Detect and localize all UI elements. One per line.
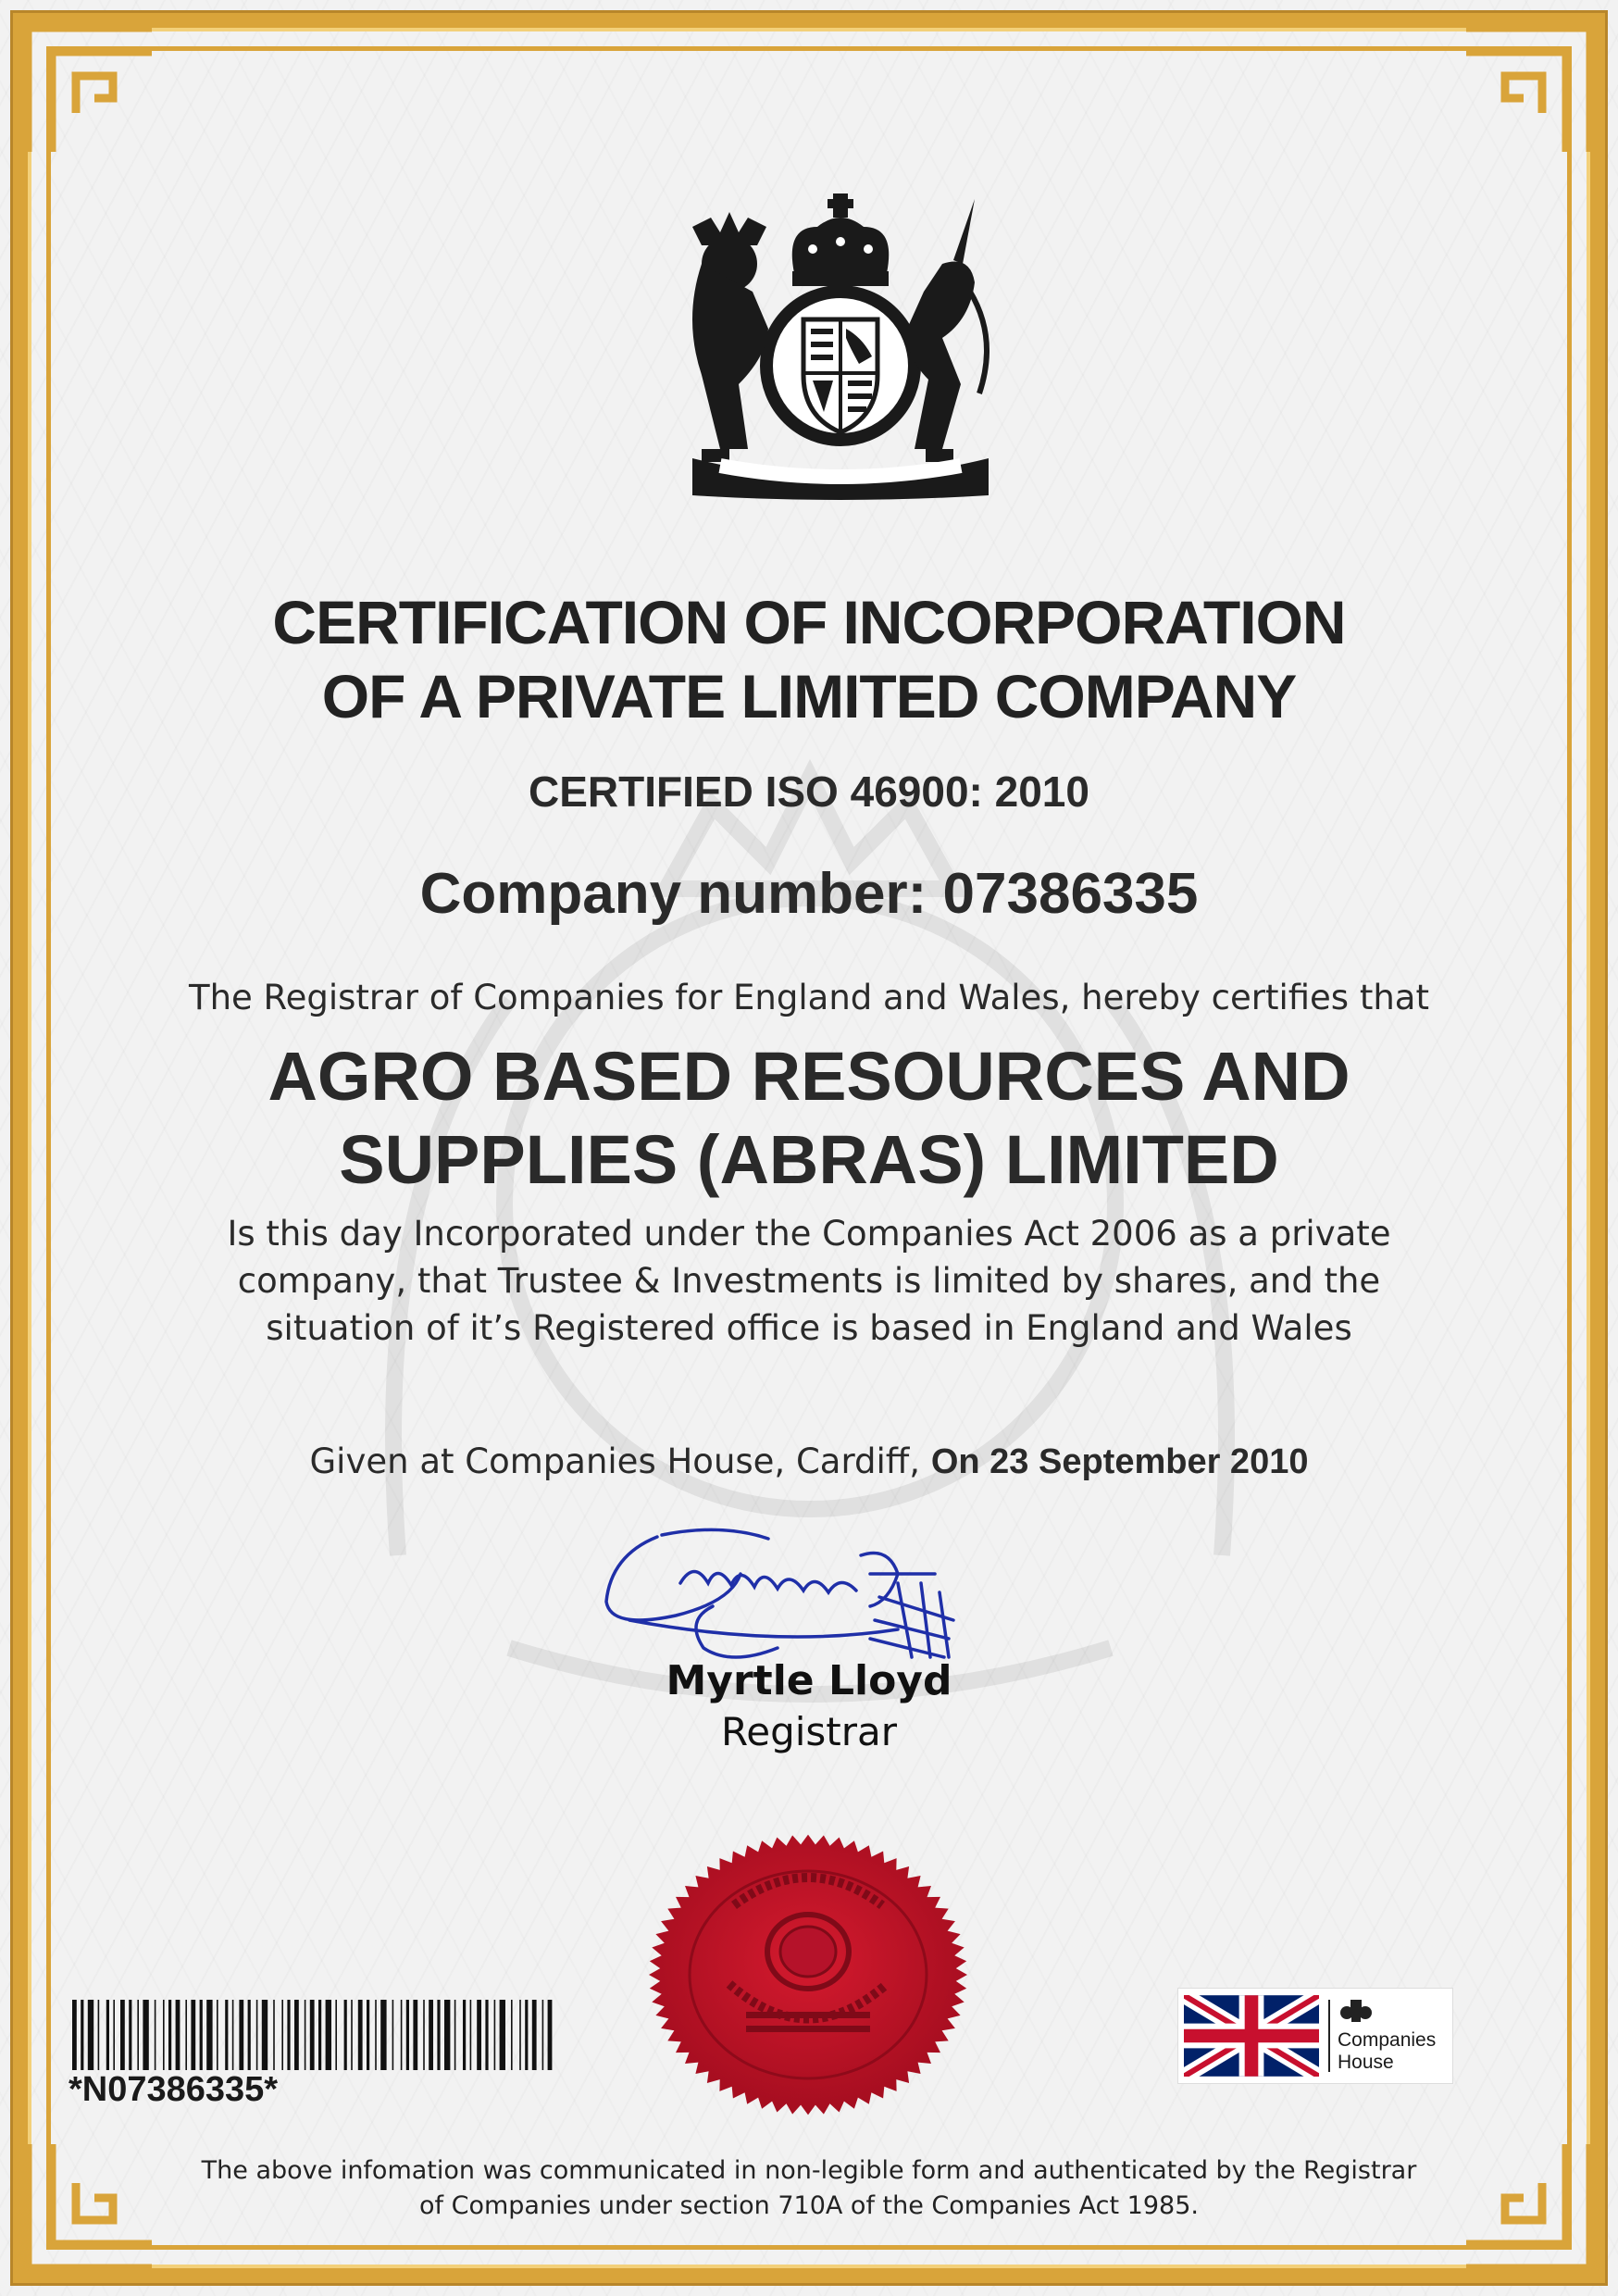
royal-coat-of-arms-icon	[665, 190, 1016, 505]
given-at-line	[0, 1441, 1618, 1482]
incorporation-text-line: situation of it’s Registered office is based in England and Wales	[266, 1308, 1352, 1348]
signatory-role: Registrar	[720, 1709, 898, 1754]
certificate-title-line2: OF A PRIVATE LIMITED COMPANY	[321, 662, 1297, 730]
companies-house-wordmark	[1338, 2029, 1436, 2074]
registrar-statement: The Registrar of Companies for England and Wales, hereby certifies that	[188, 978, 1429, 1017]
iso-certification: CERTIFIED ISO 46900: 2010	[529, 767, 1089, 816]
corner-ornament-icon	[1459, 20, 1598, 159]
companies-house-line1: Companies	[1338, 2029, 1437, 2051]
corner-ornament-icon	[20, 20, 159, 159]
logo-divider	[1328, 2000, 1330, 2072]
companies-house-logo	[1177, 1988, 1453, 2084]
incorporation-text	[139, 1210, 1479, 1352]
company-name-line2: SUPPLIES (ABRAS) LIMITED	[339, 1121, 1279, 1198]
barcode-text: *N07386335*	[68, 2070, 279, 2109]
given-at-place: Given at Companies House, Cardiff,	[309, 1441, 931, 1481]
given-date: 23 September 2010	[979, 1442, 1309, 1481]
footer-note-line: The above infomation was communicated in non-legible form and authenticated by the Registrar	[201, 2156, 1417, 2185]
signatory-name: Myrtle Lloyd	[666, 1657, 952, 1704]
companies-house-line2: House	[1338, 2052, 1394, 2073]
given-on-label: On	[930, 1442, 980, 1481]
red-wax-seal-icon	[637, 1831, 979, 2118]
union-jack-flag-icon	[1184, 1995, 1319, 2077]
corner-ornament-icon	[1459, 2137, 1598, 2276]
barcode-icon	[70, 2000, 557, 2070]
certificate-title-line1: CERTIFICATION OF INCORPORATION	[272, 588, 1346, 656]
footer-note	[139, 2153, 1479, 2224]
company-number: Company number: 07386335	[419, 862, 1199, 926]
crest-icon	[1338, 1996, 1375, 2026]
footer-note-line: of Companies under section 710A of the Companies Act 1985.	[419, 2191, 1199, 2220]
incorporation-text-line: Is this day Incorporated under the Companies Act 2006 as a private	[227, 1214, 1391, 1254]
company-name-line1: AGRO BASED RESOURCES AND	[268, 1038, 1350, 1115]
incorporation-text-line: company, that Trustee & Investments is limited by shares, and the	[237, 1261, 1381, 1301]
